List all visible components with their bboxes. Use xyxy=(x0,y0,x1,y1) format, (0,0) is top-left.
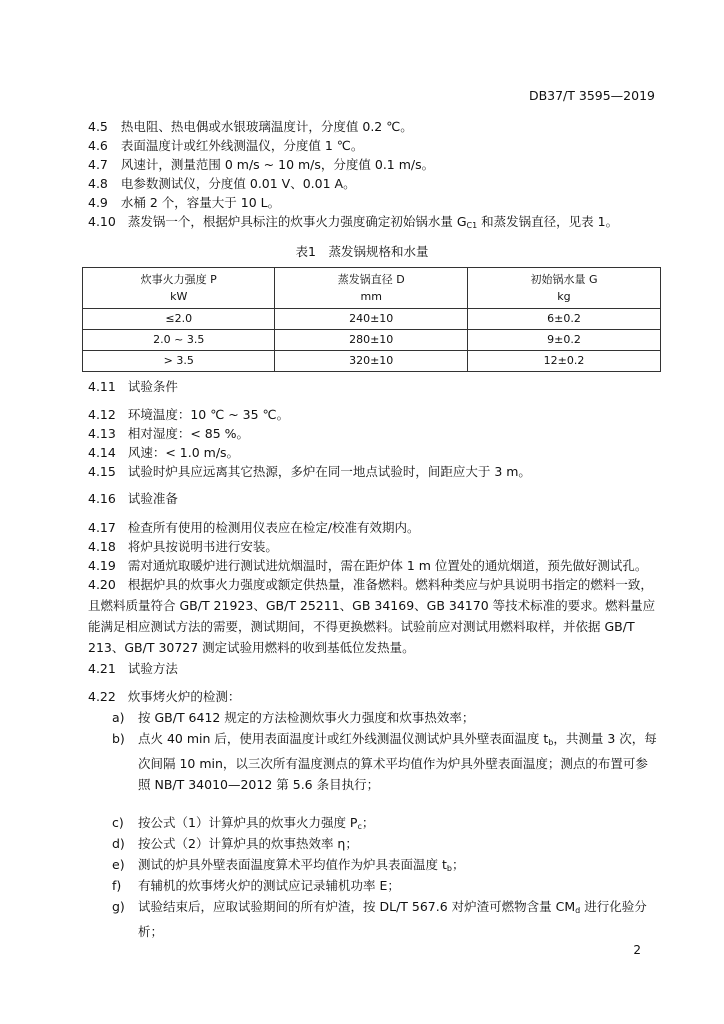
clause-4-9: 4.9 水桶 2 个，容量大于 10 L。 xyxy=(88,195,281,210)
clause-4-13: 4.13 相对湿度：< 85 %。 xyxy=(88,426,250,441)
clause-4-18: 4.18 将炉具按说明书进行安装。 xyxy=(88,539,278,554)
table-cell: 9±0.2 xyxy=(467,330,660,351)
clause-4-17: 4.17 检查所有使用的检测用仪表应在检定/校准有效期内。 xyxy=(88,520,420,535)
page-number: 2 xyxy=(633,943,641,957)
clause-4-15: 4.15 试验时炉具应远离其它热源，多炉在同一地点试验时，间距应大于 3 m。 xyxy=(88,464,531,479)
clause-4-7: 4.7 风速计，测量范围 0 m/s ~ 10 m/s，分度值 0.1 m/s。 xyxy=(88,157,435,172)
subitem-b: b) 点火 40 min 后，使用表面温度计或红外线测温仪测试炉具外壁表面温度 $t_b$，共测量 3 次，每次间隔 10 min，以三次所有温度测点的算术平均值作为炉具外壁表面温度；测点的布置可参照 NB/T 34010—2012 第 5.6 条目执行； xyxy=(112,731,657,792)
clause-4-20: 4.20 根据炉具的炊事火力强度或额定供热量，准备燃料。燃料种类应与炉具说明书指定的燃料一致，且燃料质量符合 GB/T 21923、GB/T 25211、GB 34169、GB 34170 等技术标准的要求。燃料量应能满足相应测试方法的需要，测试期间，不得更换燃料。试验前应对测试用燃料取样，并依据 GB/T 213、GB/T 30727 测定试验用燃料的收到基低位发热量。 xyxy=(88,577,656,655)
table-row xyxy=(83,330,661,351)
table-row xyxy=(83,309,661,330)
clause-4-22: 4.22 炊事烤火炉的检测： xyxy=(88,689,241,704)
header-cell: 炊事火力强度 P kW xyxy=(83,268,275,309)
table-cell: 240±10 xyxy=(275,309,467,330)
clause-4-8: 4.8 电参数测试仪，分度值 0.01 V、0.01 A。 xyxy=(88,176,356,191)
evaporation-pot-table xyxy=(82,267,661,372)
clause-4-16: 4.16 试验准备 xyxy=(88,491,178,506)
header-cell: 初始锅水量 G kg xyxy=(467,268,660,309)
table-cell: 2.0 ~ 3.5 xyxy=(83,330,275,351)
table-cell: 12±0.2 xyxy=(467,351,660,372)
clause-4-5: 4.5 热电阻、热电偶或水银玻璃温度计，分度值 0.2 ℃。 xyxy=(88,119,413,134)
clause-4-12: 4.12 环境温度：10 ℃ ~ 35 ℃。 xyxy=(88,407,290,422)
table-cell: 6±0.2 xyxy=(467,309,660,330)
clause-4-10: 4.10 蒸发锅一个，根据炉具标注的炊事火力强度确定初始锅水量 $G_{C1}$ 和蒸发锅直径，见表 1。 xyxy=(88,214,619,230)
table-header-row xyxy=(83,268,661,309)
table-cell: 280±10 xyxy=(275,330,467,351)
subitem-c: c) 按公式（1）计算炉具的炊事火力强度 $P_c$； xyxy=(112,815,375,831)
header-cell: 蒸发锅直径 D mm xyxy=(275,268,467,309)
subitem-g: g) 试验结束后，应取试验期间的所有炉渣，按 DL/T 567.6 对炉渣可燃物含量 $CM_d$ 进行化验分析； xyxy=(112,899,647,939)
subitem-f: f) 有辅机的炊事烤火炉的测试应记录辅机功率 E； xyxy=(112,878,400,893)
subitem-a: a) 按 GB/T 6412 规定的方法检测炊事火力强度和炊事热效率； xyxy=(112,710,475,725)
clause-4-11: 4.11 试验条件 xyxy=(88,379,178,394)
table-caption: 表1 蒸发锅规格和水量 xyxy=(295,244,429,259)
clause-4-14: 4.14 风速：< 1.0 m/s。 xyxy=(88,445,240,460)
table-cell: 320±10 xyxy=(275,351,467,372)
table-cell: > 3.5 xyxy=(83,351,275,372)
subitem-e: e) 测试的炉具外壁表面温度算术平均值作为炉具表面温度 $t_b$； xyxy=(112,857,465,873)
document-number: DB37/T 3595—2019 xyxy=(528,88,655,103)
subitem-d: d) 按公式（2）计算炉具的炊事热效率 η； xyxy=(112,836,358,851)
clause-4-6: 4.6 表面温度计或红外线测温仪，分度值 1 ℃。 xyxy=(88,138,364,153)
table-row xyxy=(83,351,661,372)
clause-4-21: 4.21 试验方法 xyxy=(88,661,178,676)
clause-4-19: 4.19 需对通炕取暖炉进行测试进炕烟温时，需在距炉体 1 m 位置处的通炕烟道，预先做好测试孔。 xyxy=(88,558,648,573)
table-cell: ≤2.0 xyxy=(83,309,275,330)
